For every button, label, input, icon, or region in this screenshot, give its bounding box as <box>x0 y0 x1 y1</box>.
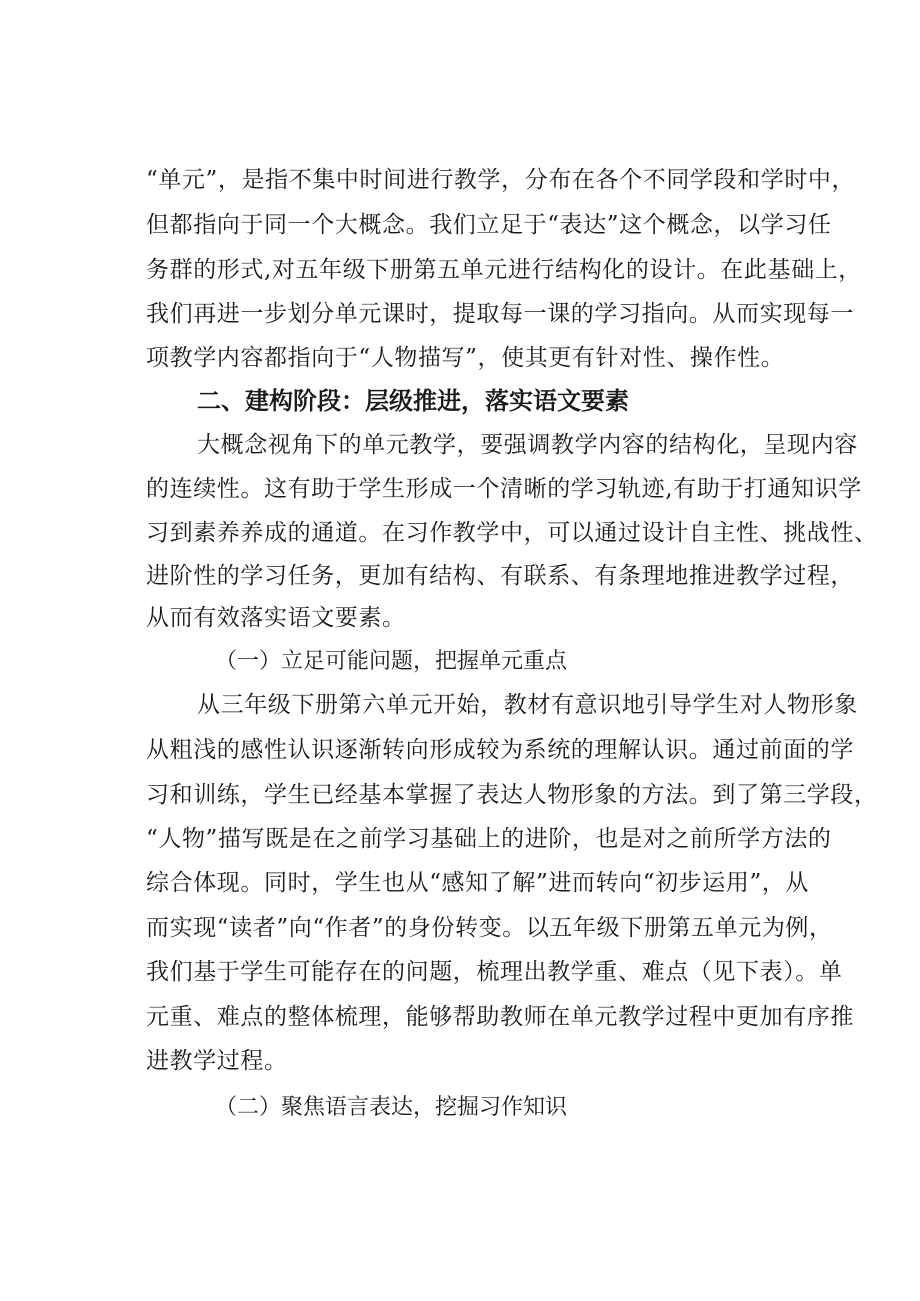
paragraph-line: 但都指向于同一个大概念。我们立足于“表达”这个概念，以学习任 <box>146 212 832 238</box>
subsection-heading: （一）立足可能问题，把握单元重点 <box>215 649 568 674</box>
paragraph-line: “人物”描写既是在之前学习基础上的进阶，也是对之前所学方法的 <box>146 826 832 852</box>
paragraph-line: 从而有效落实语文要素。 <box>146 605 406 631</box>
paragraph-line: 元重、难点的整体梳理，能够帮助教师在单元教学过程中更加有序推 <box>146 1004 854 1030</box>
paragraph-line: 务群的形式,对五年级下册第五单元进行结构化的设计。在此基础上， <box>146 257 862 283</box>
paragraph-line: 习到素养养成的通道。在习作教学中，可以通过设计自主性、挑战性、 <box>146 520 878 546</box>
paragraph-line: 进教学过程。 <box>146 1048 288 1074</box>
paragraph-line: 我们再进一步划分单元课时，提取每一课的学习指向。从而实现每一 <box>146 301 854 327</box>
paragraph-line: 从粗浅的感性认识逐渐转向形成较为系统的理解认识。通过前面的学 <box>146 737 854 763</box>
paragraph-line: 而实现“读者”向“作者”的身份转变。以五年级下册第五单元为例， <box>146 915 833 941</box>
paragraph-line: 项教学内容都指向于“人物描写”，使其更有针对性、操作性。 <box>146 345 785 371</box>
paragraph-line: 的连续性。这有助于学生形成一个清晰的学习轨迹,有助于打通知识学 <box>146 476 862 502</box>
paragraph-line: 从三年级下册第六单元开始，教材有意识地引导学生对人物形象 <box>197 692 858 718</box>
paragraph-line: 进阶性的学习任务，更加有结构、有联系、有条理地推进教学过程， <box>146 563 854 589</box>
paragraph-line: 习和训练，学生已经基本掌握了表达人物形象的方法。到了第三学段， <box>146 782 878 808</box>
section-heading: 二、建构阶段：层级推进，落实语文要素 <box>197 387 629 415</box>
paragraph-line: “单元”，是指不集中时间进行教学，分布在各个不同学段和学时中， <box>146 167 856 193</box>
paragraph-line: 大概念视角下的单元教学，要强调教学内容的结构化，呈现内容 <box>197 432 858 458</box>
paragraph-line: 综合体现。同时，学生也从“感知了解”进而转向“初步运用”，从 <box>146 870 810 896</box>
subsection-heading: （二）聚焦语言表达，挖掘习作知识 <box>215 1095 568 1120</box>
paragraph-line: 我们基于学生可能存在的问题，梳理出教学重、难点（见下表）。单 <box>146 959 843 985</box>
